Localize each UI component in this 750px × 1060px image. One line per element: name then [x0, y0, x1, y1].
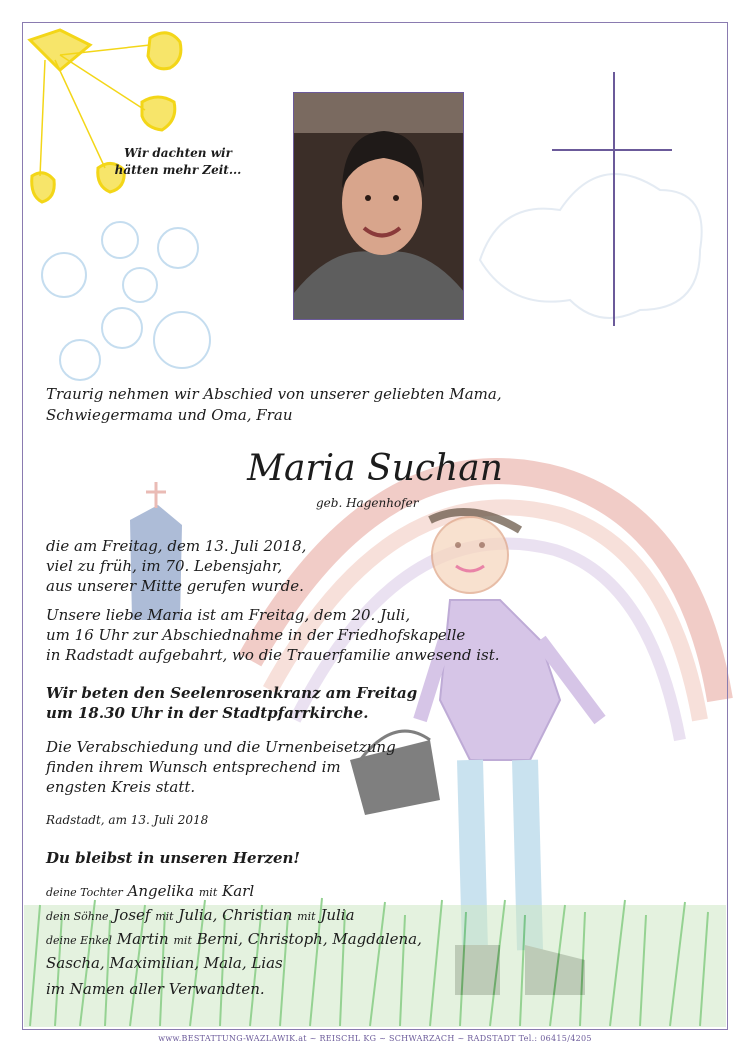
family-name: Julia, Christian: [178, 906, 293, 924]
rosary-line: Wir beten den Seelenrosenkranz am Freitag: [46, 684, 418, 702]
family-name: Berni, Christoph, Magdalena,: [196, 930, 422, 948]
quote-line: hätten mehr Zeit...: [114, 163, 242, 177]
rosary-info: [46, 683, 417, 723]
conjunction: mit: [297, 910, 316, 923]
family-name: Julia: [320, 906, 355, 924]
family-row: im Namen aller Verwandten.: [46, 980, 265, 998]
family-row: Sascha, Maximilian, Mala, Lias: [46, 954, 283, 972]
farewell-line: finden ihrem Wunsch entsprechend im: [46, 758, 341, 776]
quote: [108, 145, 248, 179]
intro-line: Schwiegermama und Oma, Frau: [46, 406, 293, 424]
place-date: Radstadt, am 13. Juli 2018: [46, 813, 209, 827]
family-name: Martin: [116, 930, 169, 948]
conjunction: mit: [198, 886, 218, 899]
farewell-line: engsten Kreis statt.: [46, 778, 196, 796]
relation-label: deine Enkel: [46, 934, 112, 947]
rosary-line: um 18.30 Uhr in der Stadtpfarrkirche.: [46, 704, 369, 722]
family-name: Angelika: [127, 882, 195, 900]
footer-contact: www.BESTATTUNG-WAZLAWIK.at ~ REISCHL KG ~ SCHWARZACH ~ RADSTADT Tel.: 06415/4205: [158, 1034, 592, 1043]
deceased-name: Maria Suchan: [247, 448, 503, 489]
farewell-info: [46, 737, 396, 797]
death-notice-line: aus unserer Mitte gerufen wurde.: [46, 577, 304, 595]
viewing-line: in Radstadt aufgebahrt, wo die Trauerfamilie anwesend ist.: [46, 646, 500, 664]
death-notice-line: viel zu früh, im 70. Lebensjahr,: [46, 557, 283, 575]
conjunction: mit: [155, 910, 174, 923]
farewell-line: Die Verabschiedung und die Urnenbeisetzung: [46, 738, 396, 756]
family-row: [46, 904, 422, 928]
portrait-photo: [293, 92, 464, 320]
maiden-name: geb. Hagenhofer: [316, 496, 419, 510]
family-name: Josef: [113, 906, 151, 924]
family-row: [46, 880, 422, 904]
relation-label: deine Tochter: [46, 886, 123, 899]
family-row: [46, 928, 422, 952]
family-name: Karl: [222, 882, 255, 900]
viewing-line: um 16 Uhr zur Abschiednahme in der Friedhofskapelle: [46, 626, 466, 644]
intro-line: Traurig nehmen wir Abschied von unserer geliebten Mama,: [46, 385, 502, 403]
closing-line: Du bleibst in unseren Herzen!: [46, 849, 301, 867]
intro-text: [46, 384, 502, 426]
quote-line: Wir dachten wir: [124, 146, 232, 160]
family-list: [46, 880, 422, 1000]
death-notice: [46, 536, 306, 596]
conjunction: mit: [173, 934, 192, 947]
death-notice-line: die am Freitag, dem 13. Juli 2018,: [46, 537, 307, 555]
viewing-line: Unsere liebe Maria ist am Freitag, dem 20. Juli,: [46, 606, 411, 624]
viewing-info: [46, 605, 500, 665]
relation-label: dein Söhne: [46, 910, 109, 923]
